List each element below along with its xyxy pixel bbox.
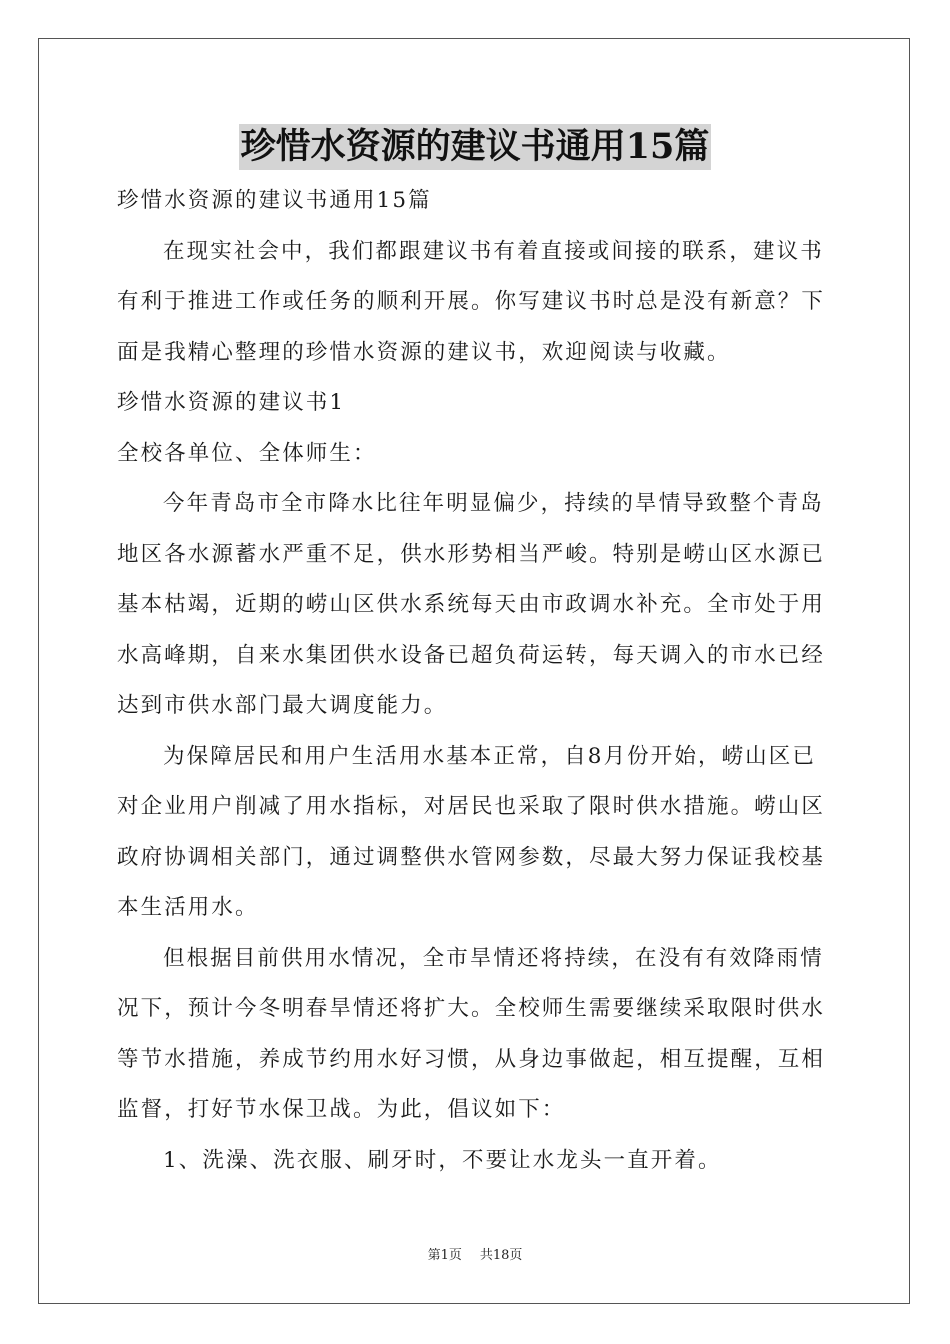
document-body bbox=[117, 176, 833, 1186]
text-line: 政府协调相关部门，通过调整供水管网参数，尽最大努力保证我校基 bbox=[117, 844, 826, 870]
text-line: 1、洗澡、洗衣服、刷牙时，不要让水龙头一直开着。 bbox=[163, 1147, 722, 1173]
text-line: 为保障居民和用户生活用水基本正常，自8月份开始，崂山区已 bbox=[163, 743, 816, 769]
text-line: 在现实社会中，我们都跟建议书有着直接或间接的联系，建议书 bbox=[163, 238, 824, 264]
text-line: 监督，打好节水保卫战。为此，倡议如下： bbox=[117, 1097, 566, 1122]
text-line: 今年青岛市全市降水比往年明显偏少，持续的旱情导致整个青岛 bbox=[163, 491, 824, 516]
text-line: 面是我精心整理的珍惜水资源的建议书，欢迎阅读与收藏。 bbox=[117, 339, 731, 365]
text-line: 有利于推进工作或任务的顺利开展。你写建议书时总是没有新意？下 bbox=[117, 289, 826, 314]
text-line: 基本枯竭，近期的崂山区供水系统每天由市政调水补充。全市处于用 bbox=[117, 592, 826, 617]
text-line: 况下，预计今冬明春旱情还将扩大。全校师生需要继续采取限时供水 bbox=[117, 996, 826, 1021]
text-line: 但根据目前供用水情况，全市旱情还将持续，在没有有效降雨情 bbox=[163, 945, 824, 971]
text-line: 对企业用户削减了用水指标，对居民也采取了限时供水措施。崂山区 bbox=[117, 794, 826, 819]
page-total: 共18页 bbox=[479, 1248, 523, 1263]
text-line: 达到市供水部门最大调度能力。 bbox=[117, 693, 448, 718]
text-line: 水高峰期，自来水集团供水设备已超负荷运转，每天调入的市水已经 bbox=[117, 642, 826, 668]
text-line: 珍惜水资源的建议书1 bbox=[117, 390, 346, 415]
text-line: 珍惜水资源的建议书通用15篇 bbox=[117, 188, 432, 213]
title-container bbox=[0, 124, 950, 170]
text-line: 全校各单位、全体师生： bbox=[117, 440, 377, 466]
page-number: 第1页 bbox=[427, 1248, 462, 1263]
text-line: 本生活用水。 bbox=[117, 895, 259, 920]
text-line: 地区各水源蓄水严重不足，供水形势相当严峻。特别是崂山区水源已 bbox=[117, 541, 826, 567]
text-line: 等节水措施，养成节约用水好习惯，从身边事做起，相互提醒，互相 bbox=[117, 1046, 826, 1072]
document-title: 珍惜水资源的建议书通用15篇 bbox=[239, 124, 712, 170]
page-footer bbox=[0, 1244, 950, 1263]
